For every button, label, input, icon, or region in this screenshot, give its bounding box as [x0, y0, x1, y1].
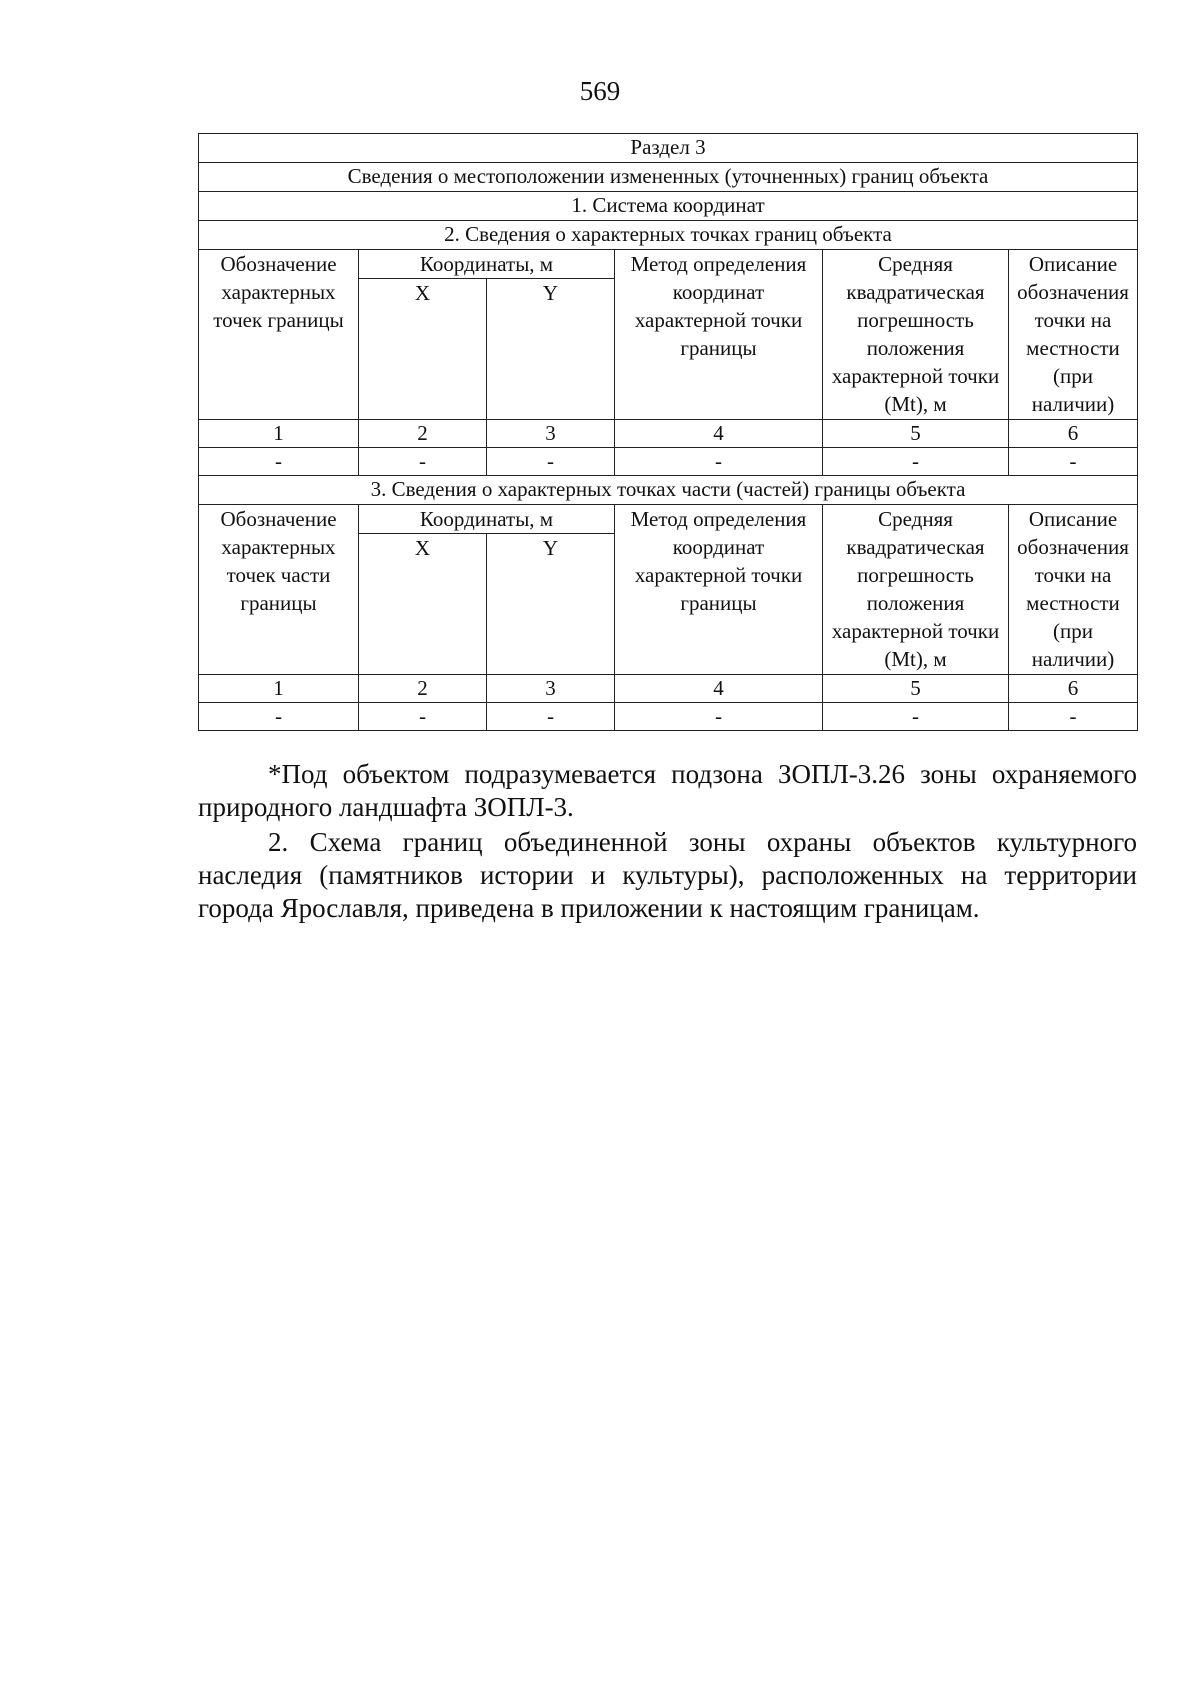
- part2-col-number: 2: [359, 420, 487, 448]
- section-subtitle: Сведения о местоположении измененных (уточненных) границ объекта: [199, 163, 1138, 192]
- part2-cell: -: [487, 448, 615, 476]
- part2-header-mean-error: Средняя квадратическая погрешность положения характерной точки (Mt), м: [823, 250, 1009, 420]
- part3-cell: -: [615, 703, 823, 731]
- part2-col-number: 4: [615, 420, 823, 448]
- part3-header-designation: Обозначение характерных точек части границы: [199, 505, 359, 675]
- footnote-paragraph: *Под объектом подразумевается подзона ЗОПЛ-3.26 зоны охраняемого природного ландшафта ЗОПЛ-3.: [198, 759, 1137, 822]
- part3-col-number: 5: [823, 675, 1009, 703]
- part2-cell: -: [615, 448, 823, 476]
- part3-header-method: Метод определения координат характерной точки границы: [615, 505, 823, 675]
- part2-header-description: Описание обозначения точки на местности (при наличии): [1009, 250, 1138, 420]
- coordinates-table: [198, 133, 1138, 731]
- part3-header-coordinates: Координаты, м: [359, 505, 615, 534]
- part3-title: 3. Сведения о характерных точках части (частей) границы объекта: [199, 476, 1138, 505]
- part3-col-number: 6: [1009, 675, 1138, 703]
- part3-header-x: X: [359, 534, 487, 675]
- part2-cell: -: [1009, 448, 1138, 476]
- part3-col-number: 1: [199, 675, 359, 703]
- part2-col-number: 1: [199, 420, 359, 448]
- part2-col-number: 3: [487, 420, 615, 448]
- section-title: Раздел 3: [199, 134, 1138, 163]
- notes-block: [198, 758, 1137, 925]
- part3-col-number: 3: [487, 675, 615, 703]
- part3-cell: -: [823, 703, 1009, 731]
- part2-title: 2. Сведения о характерных точках границ объекта: [199, 221, 1138, 250]
- part3-col-number: 4: [615, 675, 823, 703]
- part2-col-number: 5: [823, 420, 1009, 448]
- part3-cell: -: [199, 703, 359, 731]
- part3-cell: -: [487, 703, 615, 731]
- part2-header-x: X: [359, 279, 487, 420]
- item-2-paragraph: 2. Схема границ объединенной зоны охраны объектов культурного наследия (памятников истории и культуры), расположенных на территории города Ярославля, приведена в приложении к настоящим границам.: [198, 827, 1137, 923]
- part2-header-method: Метод определения координат характерной точки границы: [615, 250, 823, 420]
- part2-header-y: Y: [487, 279, 615, 420]
- part2-col-number: 6: [1009, 420, 1138, 448]
- coordinate-system-label: 1. Система координат: [199, 192, 1138, 221]
- part3-col-number: 2: [359, 675, 487, 703]
- part3-header-description: Описание обозначения точки на местности (при наличии): [1009, 505, 1138, 675]
- part3-cell: -: [1009, 703, 1138, 731]
- part2-cell: -: [359, 448, 487, 476]
- part2-header-coordinates: Координаты, м: [359, 250, 615, 279]
- part3-header-y: Y: [487, 534, 615, 675]
- part2-cell: -: [823, 448, 1009, 476]
- page-number: 569: [579, 76, 621, 106]
- part2-cell: -: [199, 448, 359, 476]
- part3-cell: -: [359, 703, 487, 731]
- part3-header-mean-error: Средняя квадратическая погрешность положения характерной точки (Mt), м: [823, 505, 1009, 675]
- part2-header-designation: Обозначение характерных точек границы: [199, 250, 359, 420]
